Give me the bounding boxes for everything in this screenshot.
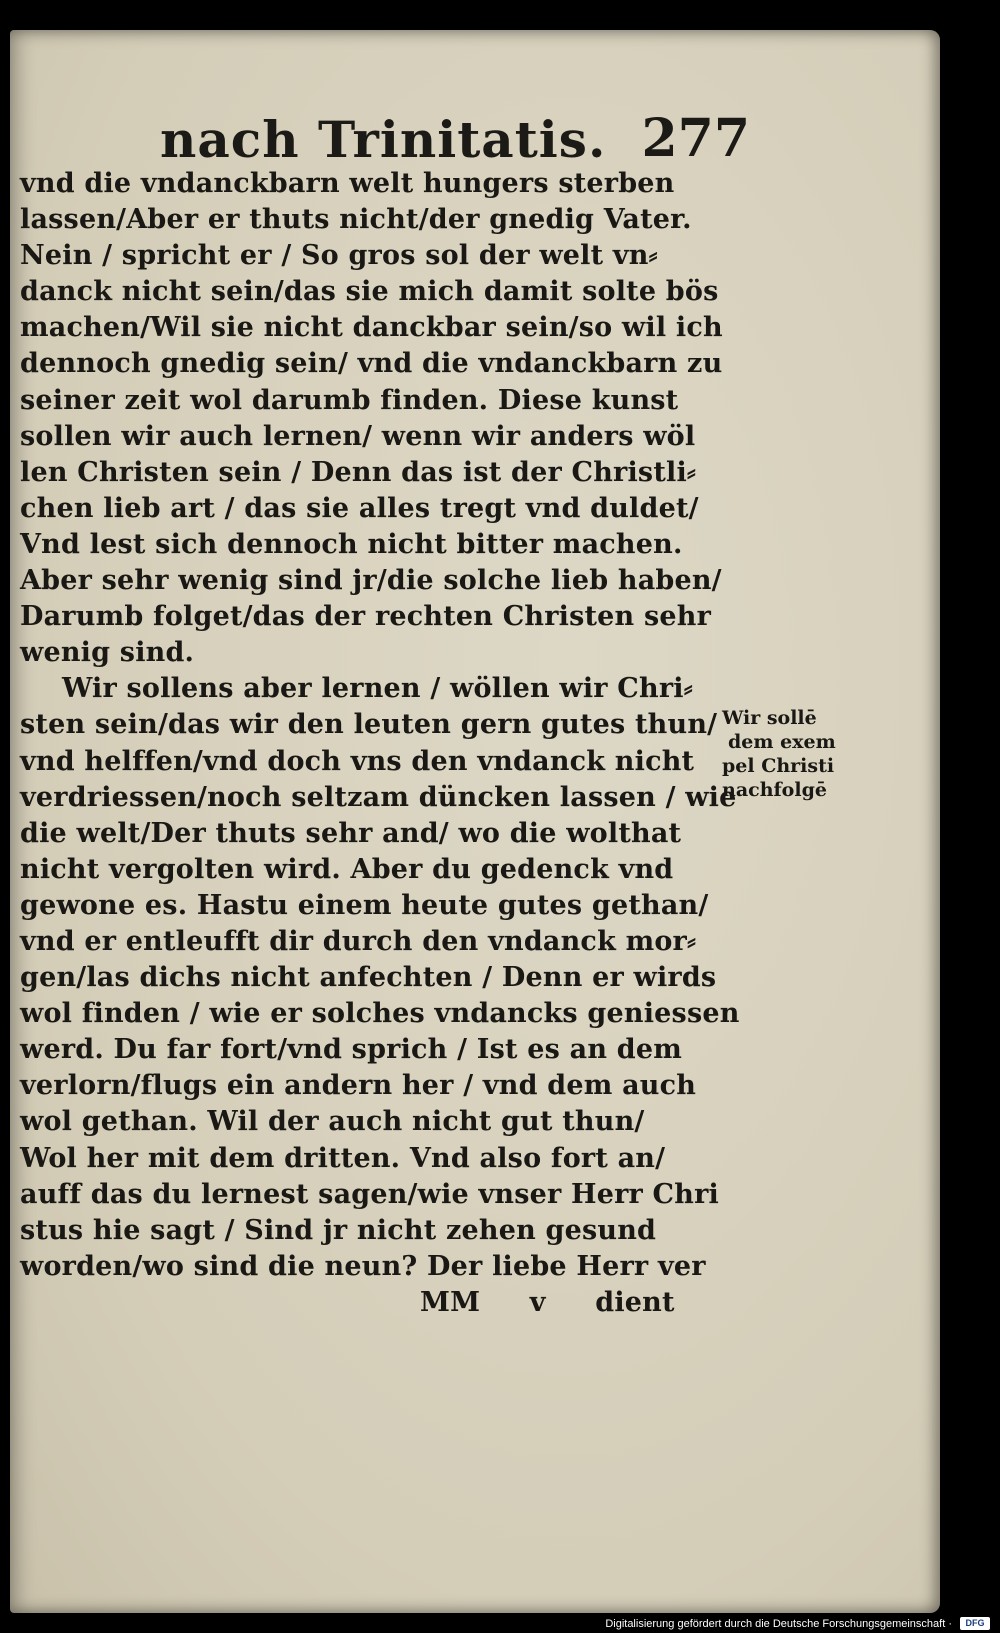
marginal-line: dem exem (728, 731, 836, 753)
text-line: auff das du lernest sagen/wie vnser Herr Chri (20, 1178, 719, 1210)
text-line: len Christen sein / Denn das ist der Christli⸗ (20, 456, 697, 488)
text-line: sollen wir auch lernen/ wenn wir anders wöl (20, 420, 696, 452)
page-number: 277 (641, 108, 750, 169)
text-line: gewone es. Hastu einem heute gutes gethan/ (20, 889, 709, 921)
footer-bar (0, 1613, 1000, 1633)
running-title: nach Trinitatis. (160, 110, 607, 169)
text-line: chen lieb art / das sie alles tregt vnd duldet/ (20, 492, 699, 524)
text-line: danck nicht sein/das sie mich damit solte bös (20, 276, 719, 308)
text-line: worden/wo sind die neun? Der liebe Herr ver (20, 1250, 706, 1282)
text-line: verlorn/flugs ein andern her / vnd dem auch (20, 1070, 697, 1102)
text-line: Vnd lest sich dennoch nicht bitter machen. (20, 528, 683, 560)
text-line: gen/las dichs nicht anfechten / Denn er wirds (20, 962, 717, 994)
text-line: vnd er entleufft dir durch den vndanck mor⸗ (20, 925, 697, 957)
text-line: verdriessen/noch seltzam düncken lassen / wie (20, 781, 737, 813)
text-line: wol finden / wie er solches vndancks geniessen (20, 998, 740, 1030)
text-line: vnd die vndanckbarn welt hungers sterben (20, 168, 675, 199)
signature-catchword-line: MM v dient (420, 1286, 675, 1318)
funding-credit: Digitalisierung gefördert durch die Deutsche Forschungsgemeinschaft · (605, 1618, 952, 1630)
dfg-logo: DFG (960, 1617, 990, 1630)
marginal-line: Wir sollē (722, 707, 817, 729)
text-line: werd. Du far fort/vnd sprich / Ist es an dem (20, 1034, 683, 1066)
marginal-note (722, 706, 862, 802)
book-page (10, 30, 940, 1613)
text-line: nicht vergolten wird. Aber du gedenck vnd (20, 853, 674, 885)
text-line: seiner zeit wol darumb finden. Diese kunst (20, 384, 679, 416)
text-line: Aber sehr wenig sind jr/die solche lieb haben/ (20, 565, 722, 597)
marginal-line: pel Christi (722, 755, 835, 777)
text-line: stus hie sagt / Sind jr nicht zehen gesund (20, 1214, 657, 1246)
text-line: sten sein/das wir den leuten gern gutes thun/ (20, 709, 718, 741)
paragraph-start-line: Wir sollens aber lernen / wöllen wir Chri⸗ (62, 673, 693, 705)
text-line: dennoch gnedig sein/ vnd die vndanckbarn zu (20, 348, 723, 380)
text-line: Darumb folget/das der rechten Christen sehr (20, 601, 712, 633)
text-line: machen/Wil sie nicht danckbar sein/so wil ich (20, 312, 723, 344)
text-line: vnd helffen/vnd doch vns den vndanck nicht (20, 745, 695, 777)
marginal-line: nachfolgē (722, 779, 827, 801)
text-line: wenig sind. (20, 637, 195, 669)
text-line: lassen/Aber er thuts nicht/der gnedig Vater. (20, 204, 692, 236)
body-text (20, 166, 740, 1321)
text-line: Wol her mit dem dritten. Vnd also fort an/ (20, 1142, 666, 1174)
text-line: Nein / spricht er / So gros sol der welt vn⸗ (20, 240, 658, 272)
text-line: wol gethan. Wil der auch nicht gut thun/ (20, 1106, 645, 1138)
text-line: die welt/Der thuts sehr and/ wo die wolthat (20, 817, 682, 849)
